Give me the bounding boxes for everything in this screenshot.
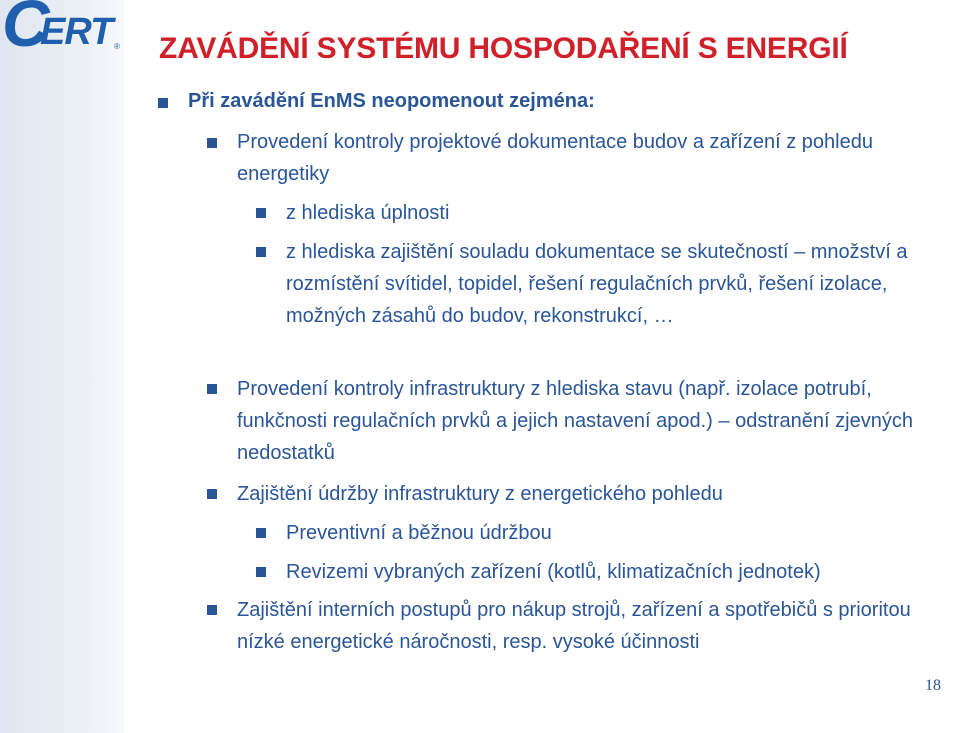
square-bullet-icon <box>207 605 217 615</box>
square-bullet-icon <box>207 489 217 499</box>
square-bullet-icon <box>256 208 266 218</box>
page-number: 18 <box>925 677 941 694</box>
list-item: Provedení kontroly projektové dokumentace budov a zařízení z pohledu energetiky <box>237 131 873 185</box>
left-decorative-band <box>0 0 124 733</box>
list-item: z hlediska úplnosti <box>286 202 450 224</box>
square-bullet-icon <box>256 247 266 257</box>
list-item: Zajištění údržby infrastruktury z energetického pohledu <box>237 483 723 505</box>
intro-text: Při zavádění EnMS neopomenout zejména: <box>188 90 595 112</box>
slide-title: ZAVÁDĚNÍ SYSTÉMU HOSPODAŘENÍ S ENERGIÍ <box>159 32 848 65</box>
square-bullet-icon <box>207 384 217 394</box>
logo-registered-mark: ® <box>114 42 120 51</box>
cert-logo <box>0 0 124 62</box>
square-bullet-icon <box>207 138 217 148</box>
list-item: z hlediska zajištění souladu dokumentace se skutečností – množství a rozmístění svítidel, topidel, řešení regulačních prvků, řešení izolace, možných zásahů do budov, rekonstrukcí, … <box>286 241 908 327</box>
square-bullet-icon <box>256 528 266 538</box>
list-item: Provedení kontroly infrastruktury z hlediska stavu (např. izolace potrubí, funkčnosti regulačních prvků a jejich nastavení apod.) – odstranění zjevných nedostatků <box>237 378 913 464</box>
square-bullet-icon <box>256 567 266 577</box>
list-item: Revizemi vybraných zařízení (kotlů, klimatizačních jednotek) <box>286 561 821 583</box>
square-bullet-icon <box>158 98 168 108</box>
list-item: Zajištění interních postupů pro nákup strojů, zařízení a spotřebičů s prioritou nízké energetické náročnosti, resp. vysoké účinnosti <box>237 599 911 653</box>
logo-letter-c: C <box>2 0 50 60</box>
logo-letters: ERT <box>40 11 113 53</box>
list-item: Preventivní a běžnou údržbou <box>286 522 552 544</box>
